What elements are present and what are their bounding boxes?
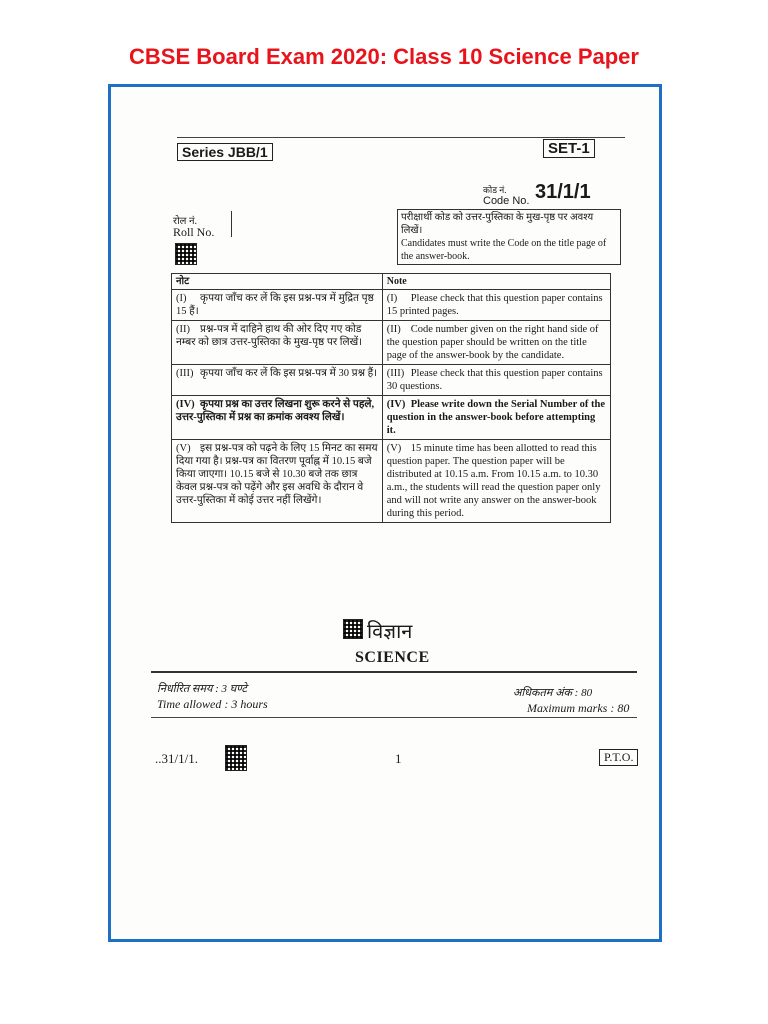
note-cell-english — [382, 440, 610, 523]
table-row — [172, 396, 611, 440]
code-label-hindi: कोड नं. — [483, 185, 507, 195]
note-text-hindi: कृपया जाँच कर लें कि इस प्रश्न-पत्र में मुद्रित पृष्ठ 15 हैं। — [176, 293, 374, 317]
table-row — [172, 440, 611, 523]
note-header-hindi: नोट — [172, 274, 383, 290]
question-paper-scan — [111, 87, 659, 939]
roll-label-hindi: रोल नं. — [173, 216, 198, 227]
code-instruction-box — [397, 209, 621, 265]
row-number: (IV) — [386, 399, 406, 410]
row-number: (I) — [386, 293, 398, 304]
table-row — [172, 321, 611, 365]
note-cell-hindi — [172, 290, 383, 321]
note-text-english: 15 minute time has been allotted to read this question paper. The question paper will be distributed at 10.15 a.m. From 10.15 a.m. to 10.30 a.m., the students will read the question paper only and will not write any answer on the answer-book during this period. — [386, 443, 601, 519]
banner-title: CBSE Board Exam 2020: Class 10 Science Paper — [129, 44, 639, 69]
series-label: Series JBB/1 — [177, 143, 273, 161]
note-cell-english — [382, 365, 610, 396]
row-number: (I) — [176, 293, 187, 304]
note-cell-hindi — [172, 365, 383, 396]
maximum-marks: Maximum marks : 80 — [527, 701, 630, 715]
note-text-english: Code number given on the right hand side of the question paper should be written on the title page of the answer-book by the candidate. — [386, 324, 599, 361]
note-cell-hindi — [172, 396, 383, 440]
note-text-hindi: इस प्रश्न-पत्र को पढ़ने के लिए 15 मिनट का समय दिया गया है। प्रश्न-पत्र का वितरण पूर्वाह्न में 10.15 बजे किया जाएगा। 10.15 बजे से 10.30 बजे तक छात्र केवल प्रश्न-पत्र को पढ़ेंगे और इस अवधि के दौरान वे उत्तर-पुस्तिका में कोई उत्तर नहीं लिखेंगे। — [176, 443, 378, 506]
page-number: 1 — [395, 751, 402, 766]
note-cell-hindi — [172, 440, 383, 523]
note-text-english: Please check that this question paper contains 15 printed pages. — [386, 293, 603, 317]
footer-code: ..31/1/1. — [155, 751, 198, 766]
note-text-english: Please check that this question paper contains 30 questions. — [386, 368, 603, 392]
qr-code-icon — [175, 243, 197, 265]
maximum-marks-hindi: अधिकतम अंक : 80 — [513, 687, 593, 699]
qr-code-icon — [225, 745, 247, 771]
row-number: (III) — [176, 368, 194, 379]
time-allowed: Time allowed : 3 hours — [157, 697, 268, 711]
row-number: (IV) — [176, 399, 195, 410]
divider — [151, 671, 637, 673]
set-label: SET-1 — [543, 139, 595, 158]
row-number: (V) — [386, 443, 402, 454]
note-text-hindi: कृपया जाँच कर लें कि इस प्रश्न-पत्र में 30 प्रश्न हैं। — [200, 368, 378, 379]
table-row — [172, 365, 611, 396]
note-text-hindi: प्रश्न-पत्र में दाहिने हाथ की ओर दिए गए कोड नम्बर को छात्र उत्तर-पुस्तिका के मुख-पृष्ठ पर लिखें। — [176, 324, 363, 348]
instruction-english: Candidates must write the Code on the title page of the answer-book. — [401, 238, 607, 262]
code-label: Code No. — [483, 195, 530, 207]
row-number: (V) — [176, 443, 191, 454]
notes-table — [171, 273, 611, 523]
instruction-hindi: परीक्षार्थी कोड को उत्तर-पुस्तिका के मुख-पृष्ठ पर अवश्य लिखें। — [401, 212, 594, 236]
note-cell-english — [382, 290, 610, 321]
row-number: (II) — [176, 324, 190, 335]
note-header-english: Note — [382, 274, 610, 290]
note-cell-english — [382, 321, 610, 365]
row-number: (III) — [386, 368, 405, 379]
code-number: 31/1/1 — [535, 181, 591, 203]
notes-table-header — [172, 274, 611, 290]
roll-entry-line — [231, 211, 232, 237]
note-text-hindi: कृपया प्रश्न का उत्तर लिखना शुरू करने से पहले, उत्तर-पुस्तिका में प्रश्न का क्रमांक अवश्य लिखें। — [176, 399, 375, 423]
pto-label: P.T.O. — [599, 749, 638, 766]
top-rule — [177, 137, 625, 138]
time-allowed-hindi: निर्धारित समय : 3 घण्टे — [157, 683, 247, 695]
roll-label: Roll No. — [173, 225, 215, 239]
paper-frame — [108, 84, 662, 942]
note-cell-hindi — [172, 321, 383, 365]
note-text-english: Please write down the Serial Number of the question in the answer-book before attempting it. — [386, 399, 606, 436]
row-number: (II) — [386, 324, 401, 335]
subject-title: SCIENCE — [355, 649, 430, 666]
table-row — [172, 290, 611, 321]
divider — [151, 717, 637, 718]
subject-title-hindi: विज्ञान — [367, 621, 413, 643]
qr-code-icon — [343, 619, 363, 639]
note-cell-english — [382, 396, 610, 440]
